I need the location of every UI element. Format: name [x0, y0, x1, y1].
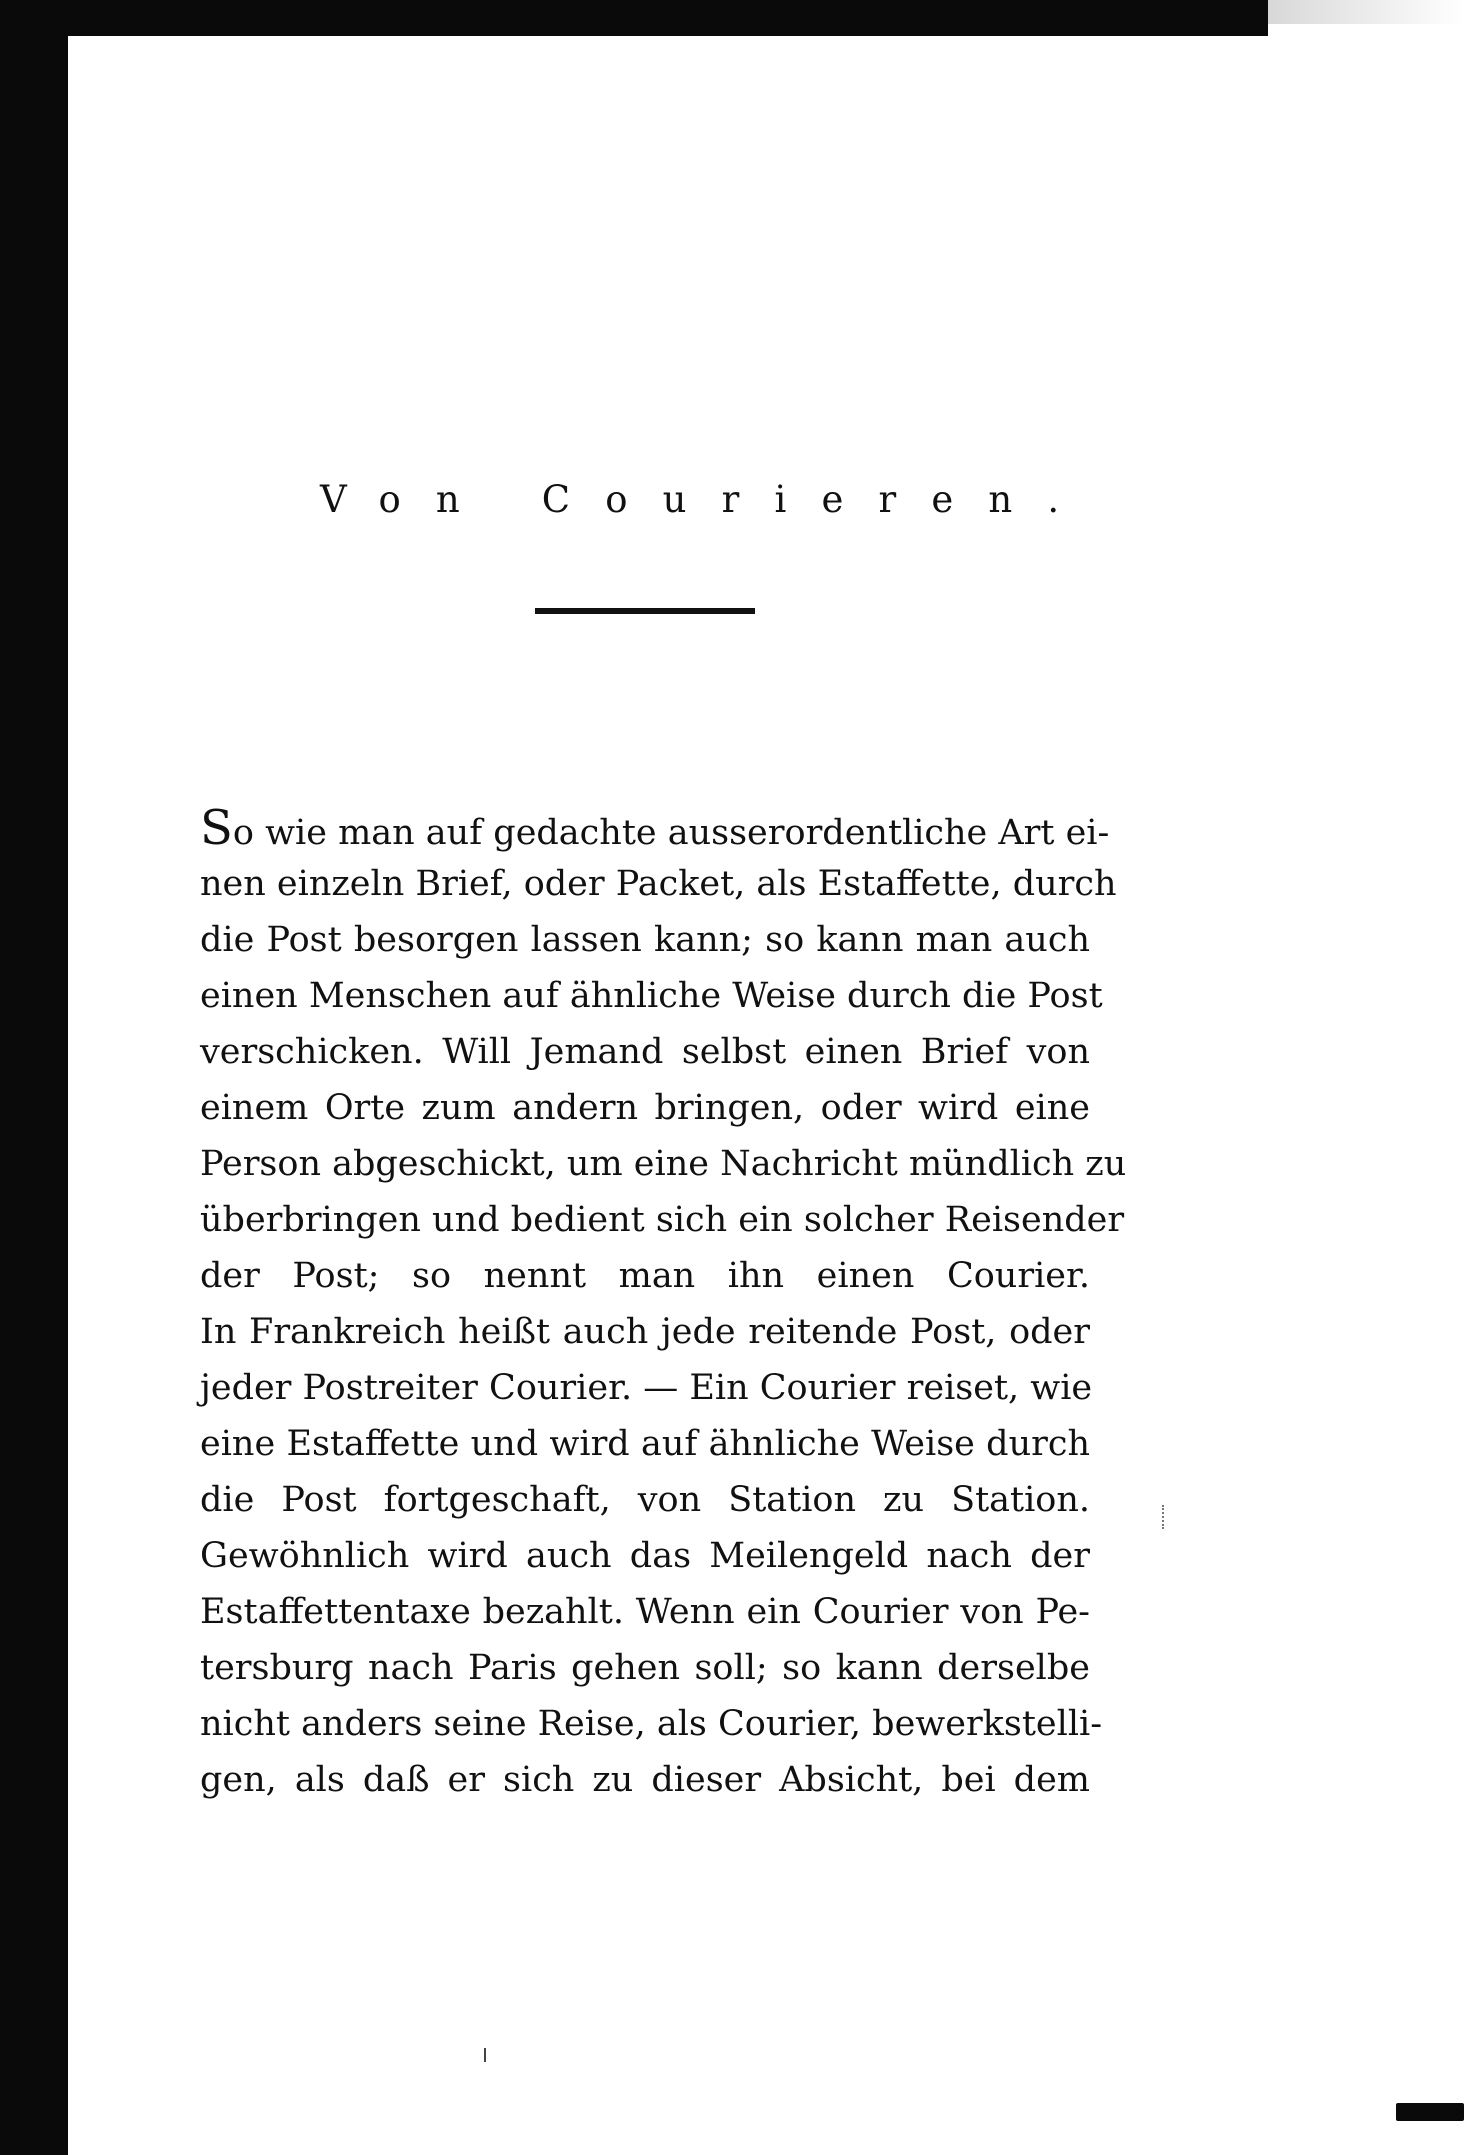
text-line: der Post; so nennt man ihn einen Courier.	[200, 1256, 1090, 1296]
text-line: Person abgeschickt, um eine Nachricht mündlich zu	[200, 1144, 1127, 1184]
scan-corner-mark	[1396, 2103, 1464, 2121]
page-heading: Von Courieren.	[320, 478, 1095, 521]
text-line: nicht anders seine Reise, als Courier, bewerkstelli-	[200, 1704, 1103, 1744]
text-line: Gewöhnlich wird auch das Meilengeld nach der	[200, 1536, 1090, 1576]
heading-rule	[535, 608, 755, 614]
scan-border-top-fade	[1268, 0, 1464, 24]
scan-speck	[484, 2048, 486, 2062]
text-line: die Post fortgeschaft, von Station zu Station.	[200, 1480, 1090, 1520]
text-line: gen, als daß er sich zu dieser Absicht, bei dem	[200, 1760, 1090, 1800]
text-line: jeder Postreiter Courier. — Ein Courier reiset, wie	[200, 1368, 1093, 1408]
text-line: einem Orte zum andern bringen, oder wird eine	[200, 1088, 1090, 1128]
text-line: nen einzeln Brief, oder Packet, als Estaffette, durch	[200, 864, 1117, 904]
scan-speck	[1162, 1505, 1167, 1529]
body-paragraph	[200, 800, 1127, 1808]
text-line: einen Menschen auf ähnliche Weise durch die Post	[200, 976, 1103, 1016]
text-line: verschicken. Will Jemand selbst einen Brief von	[200, 1032, 1090, 1072]
scan-border-top	[0, 0, 1268, 36]
text-line: überbringen und bedient sich ein solcher Reisender	[200, 1200, 1125, 1240]
text-line: Estaffettentaxe bezahlt. Wenn ein Courier von Pe-	[200, 1592, 1090, 1632]
text-line: eine Estaffette und wird auf ähnliche Weise durch	[200, 1424, 1090, 1464]
text-line: tersburg nach Paris gehen soll; so kann derselbe	[200, 1648, 1090, 1688]
text-line: die Post besorgen lassen kann; so kann man auch	[200, 920, 1090, 960]
text-line: So wie man auf gedachte ausserordentliche Art ei-	[200, 800, 1110, 856]
text-line: In Frankreich heißt auch jede reitende Post, oder	[200, 1312, 1090, 1352]
scan-border-left	[0, 0, 68, 2155]
